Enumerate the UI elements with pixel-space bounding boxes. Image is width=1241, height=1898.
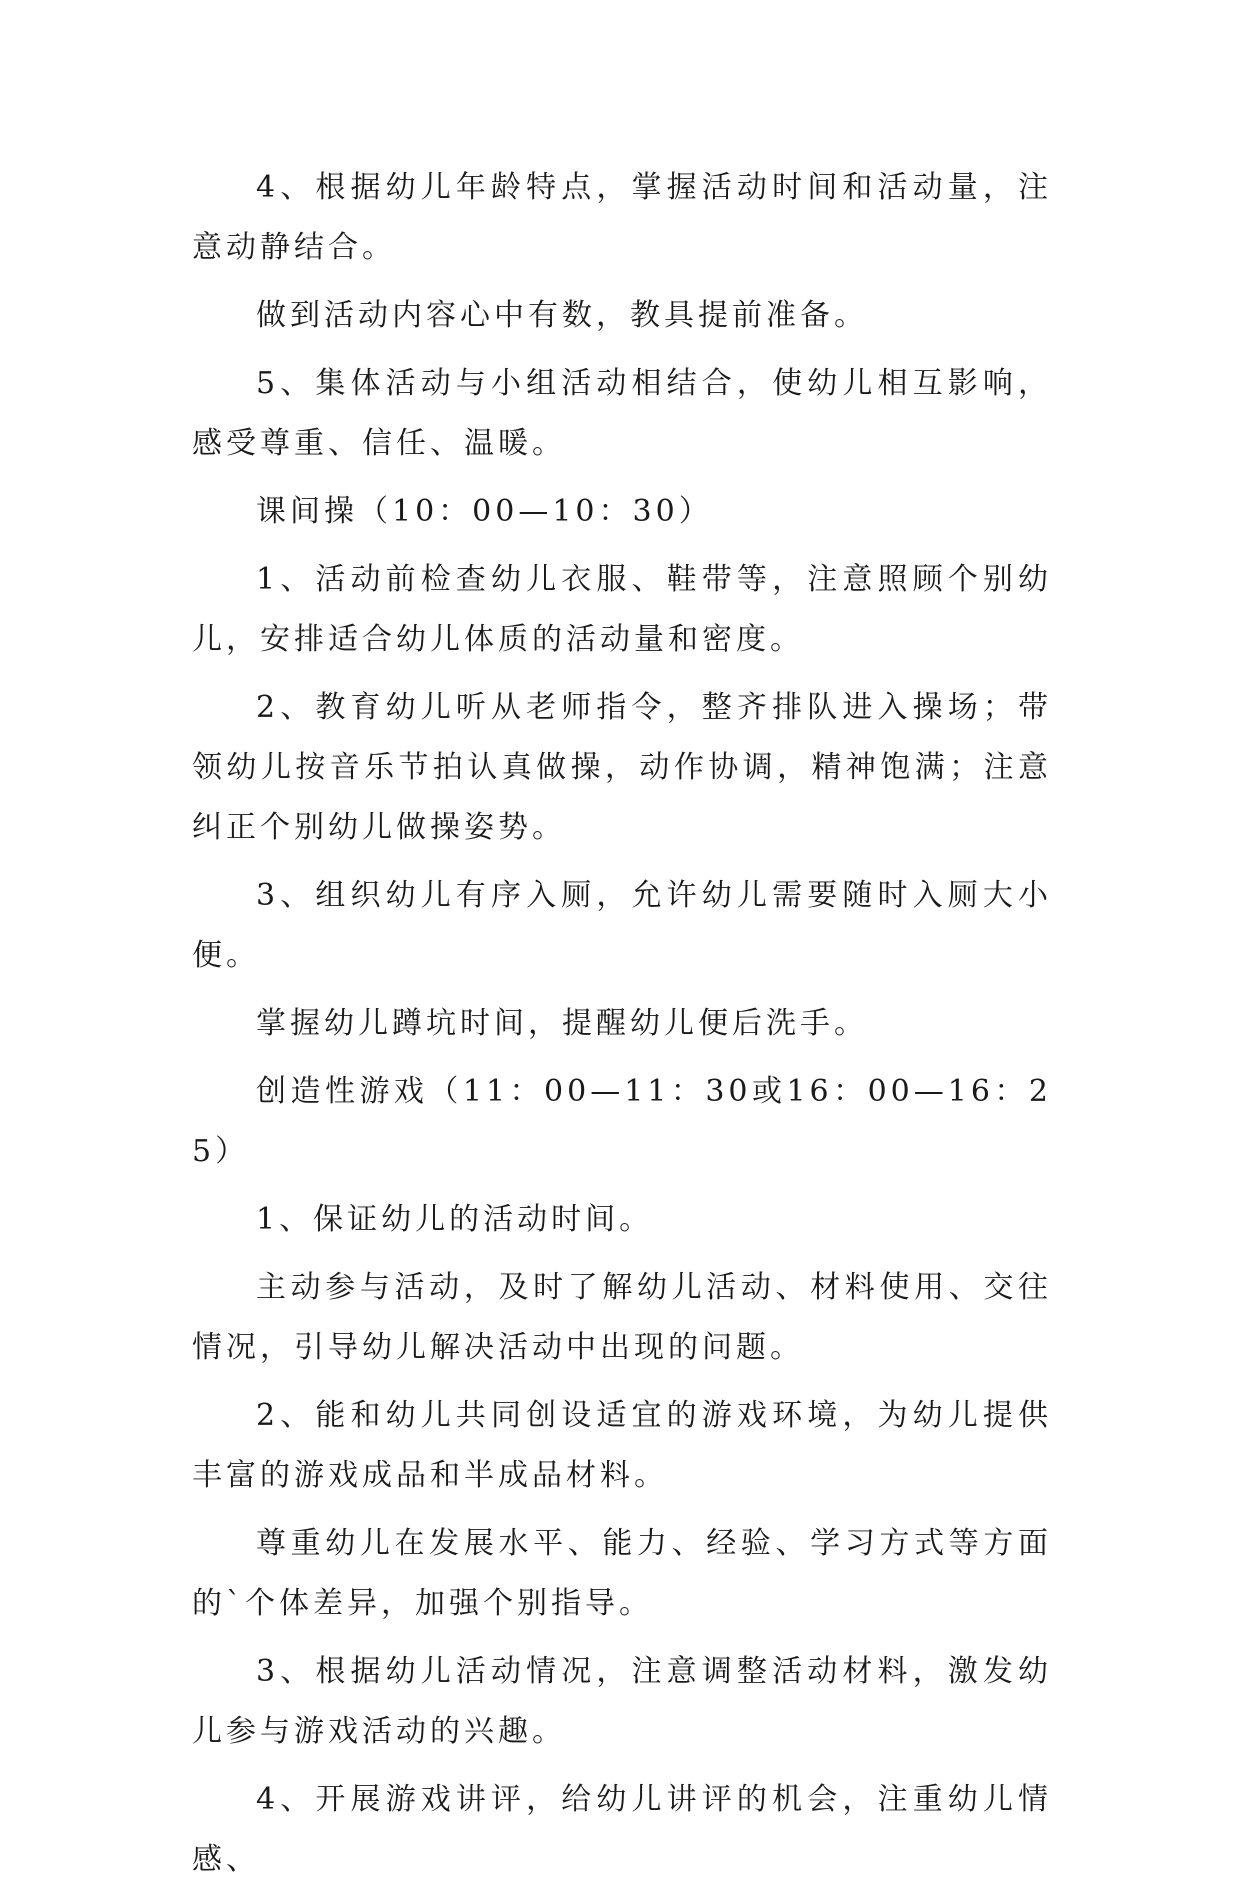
paragraph: 3、根据幼儿活动情况，注意调整活动材料，激发幼儿参与游戏活动的兴趣。 xyxy=(192,1654,1052,1749)
paragraph: 1、保证幼儿的活动时间。 xyxy=(256,1202,654,1237)
paragraph: 1、活动前检查幼儿衣服、鞋带等，注意照顾个别幼儿，安排适合幼儿体质的活动量和密度。 xyxy=(192,562,1052,657)
paragraph: 主动参与活动，及时了解幼儿活动、材料使用、交往情况，引导幼儿解决活动中出现的问题。 xyxy=(192,1270,1052,1365)
paragraph: 4、根据幼儿年龄特点，掌握活动时间和活动量，注意动静结合。 xyxy=(192,170,1052,265)
paragraph: 掌握幼儿蹲坑时间，提醒幼儿便后洗手。 xyxy=(256,1006,868,1041)
paragraph: 3、组织幼儿有序入厕，允许幼儿需要随时入厕大小便。 xyxy=(192,878,1052,973)
paragraph: 尊重幼儿在发展水平、能力、经验、学习方式等方面的`个体差异，加强个别指导。 xyxy=(192,1526,1052,1621)
section-heading: 课间操（10：00—10：30） xyxy=(256,494,713,529)
paragraph: 2、教育幼儿听从老师指令，整齐排队进入操场；带领幼儿按音乐节拍认真做操，动作协调，精神饱满；注意纠正个别幼儿做操姿势。 xyxy=(192,690,1052,845)
paragraph: 5、集体活动与小组活动相结合，使幼儿相互影响，感受尊重、信任、温暖。 xyxy=(192,366,1052,461)
paragraph: 做到活动内容心中有数，教具提前准备。 xyxy=(256,298,868,333)
document-body xyxy=(192,158,1052,1898)
section-heading: 创造性游戏（11：00—11：30或16：00—16：25） xyxy=(192,1074,1052,1169)
paragraph: 2、能和幼儿共同创设适宜的游戏环境，为幼儿提供丰富的游戏成品和半成品材料。 xyxy=(192,1398,1052,1493)
paragraph: 4、开展游戏讲评，给幼儿讲评的机会，注重幼儿情感、 xyxy=(192,1782,1052,1877)
